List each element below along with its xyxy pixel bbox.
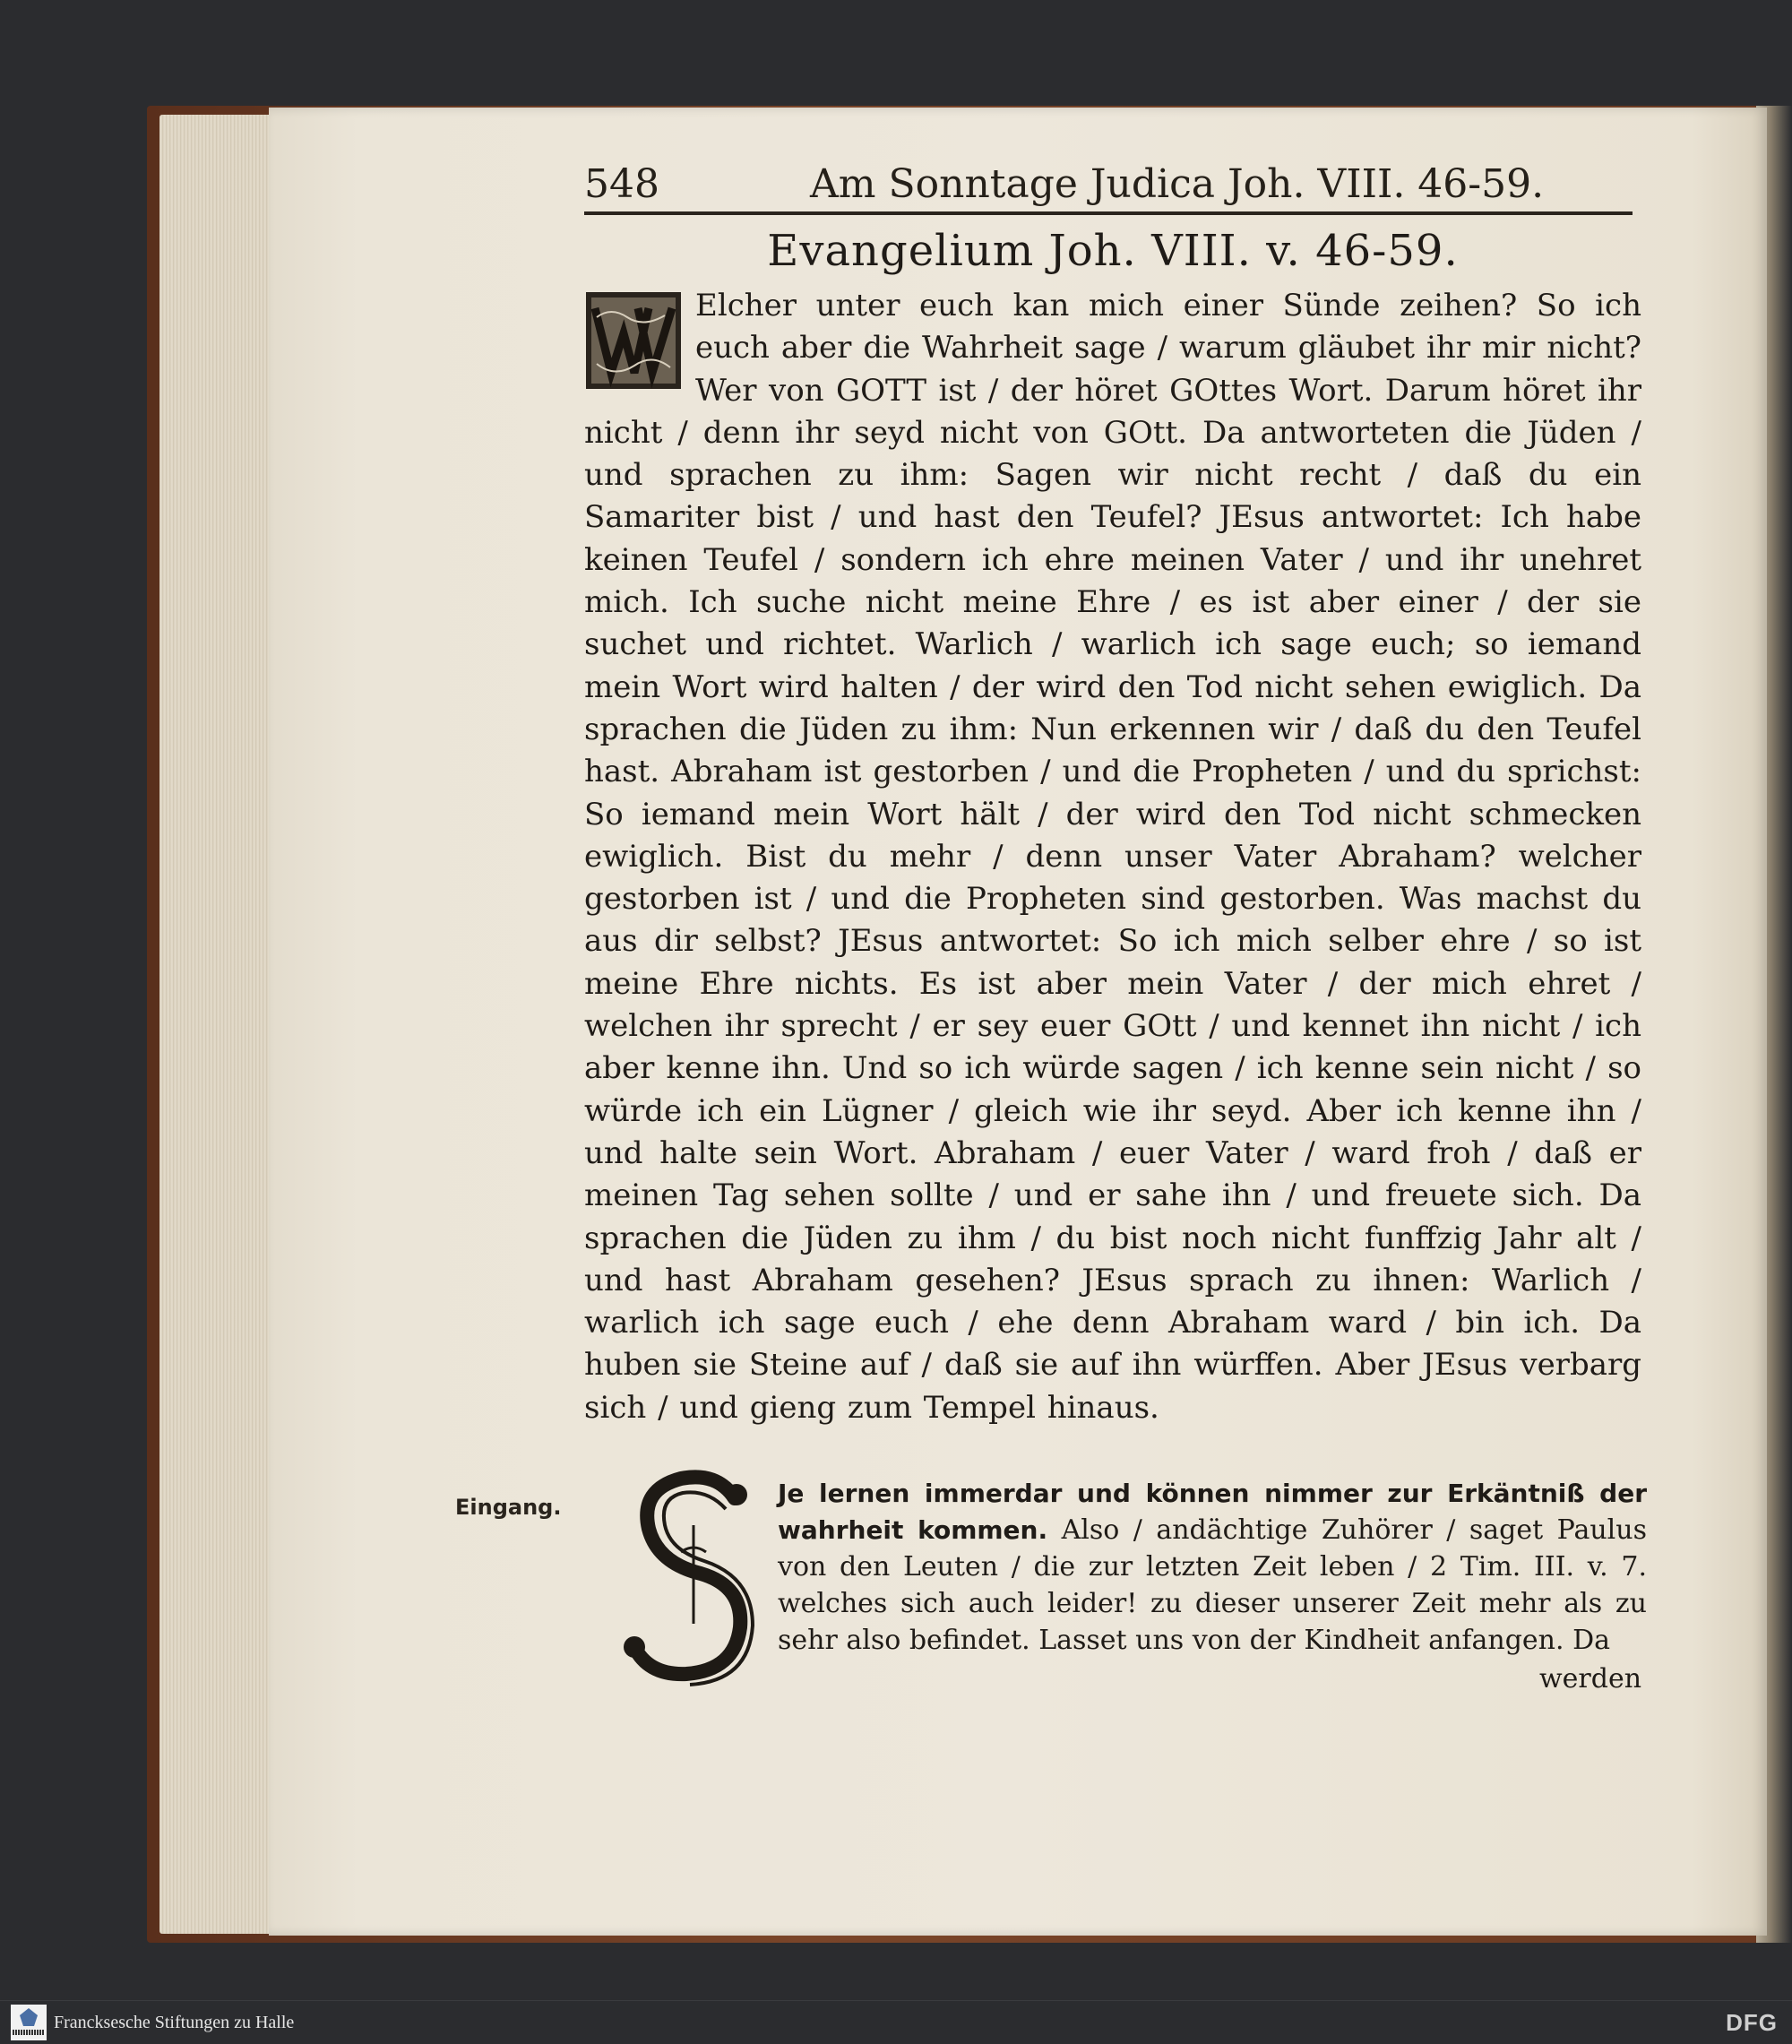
institution-name[interactable]: Francksesche Stiftungen zu Halle	[54, 2013, 295, 2032]
running-title: Am Sonntage Judica Joh. VIII. 46-59.	[810, 161, 1545, 207]
dfg-logo[interactable]: DFG	[1726, 2009, 1778, 2036]
page-edges	[159, 115, 285, 1934]
intro-bold-text: Je lernen immerdar und können nimmer zur Erkäntniß der wahrheit kommen.	[778, 1479, 1647, 1545]
viewer-footer	[0, 2000, 1792, 2044]
gospel-body	[584, 285, 1641, 1429]
gospel-text: Elcher unter euch kan mich einer Sünde zeihen? So ich euch aber die Wahrheit sage / warum gläubet ihr mir nicht? Wer von GOTT ist / der höret GOttes Wort. Darum höret ihr nicht / denn ihr seyd nicht von GOtt. Da antworteten die Jüden / und sprachen zu ihm: Sagen wir nicht recht / daß du ein Samariter bist / und hast den Teufel? JEsus antwortet: Ich habe keinen Teufel / sondern ich ehre meinen Vater / und ihr unehret mich. Ich suche nicht meine Ehre / es ist aber einer / der sie suchet und richtet. Warlich / warlich ich sage euch; so iemand mein Wort wird halten / der wird den Tod nicht sehen ewiglich. Da sprachen die Jüden zu ihm: Nun erkennen wir / daß du den Teufel hast. Abraham ist gestorben / und die Propheten / und du sprichst: So iemand mein Wort hält / der wird den Tod nicht schmecken ewiglich. Bist du mehr / denn unser Vater Abraham? welcher gestorben ist / und die Propheten sind gestorben. Was machst du aus dir selbst? JEsus antwortet: So ich mich selber ehre / so ist meine Ehre nichts. Es ist aber mein Vater / der mich ehret / welchen ihr sprecht / er sey euer GOtt / und kennet ihn nicht / ich aber kenne ihn. Und so ich würde sagen / ich kenne sein nicht / so würde ich ein Lügner / gleich wie ihr seyd. Aber ich kenne ihn / und halte sein Wort. Abraham / euer Vater / ward froh / daß er meinen Tag sehen sollte / und er sahe ihn / und freuete sich. Da sprachen die Jüden zu ihm / du bist noch nicht funffzig Jahr alt / und hast Abraham gesehen? JEsus sprach zu ihnen: Warlich / warlich ich sage euch / ehe denn Abraham ward / bin ich. Da huben sie Steine auf / daß sie auf ihn würffen. Aber JEsus verbarg sich / und gieng zum Tempel hinaus.	[584, 288, 1641, 1426]
logo-emblem	[20, 2008, 38, 2026]
running-head	[584, 161, 1641, 217]
intro-text: Also / andächtige Zuhörer / saget Paulus von den Leuten / die zur letzten Zeit leben / 2 Tim. III. v. 7. welches sich auch leider! zu dieser unserer Zeit mehr als zu sehr also befindet. Lasset uns von der Kindheit anfangen. Da	[778, 1514, 1647, 1656]
page-text-area	[584, 161, 1641, 1429]
ornate-initial-w-icon	[584, 290, 683, 391]
gospel-heading: Evangelium Joh. VIII. v. 46-59.	[767, 226, 1459, 276]
institution-logo-icon[interactable]	[11, 2005, 47, 2040]
dropcap-s-initial	[618, 1462, 771, 1686]
dropcap-w-initial	[584, 290, 683, 391]
ornate-initial-s-icon	[618, 1462, 771, 1686]
intro-paragraph	[778, 1475, 1647, 1659]
catchword: werden	[1539, 1663, 1642, 1695]
logo-wordmark	[13, 2030, 45, 2035]
page-number: 548	[584, 161, 659, 207]
head-rule	[584, 211, 1633, 215]
margin-note: Eingang.	[455, 1495, 562, 1520]
